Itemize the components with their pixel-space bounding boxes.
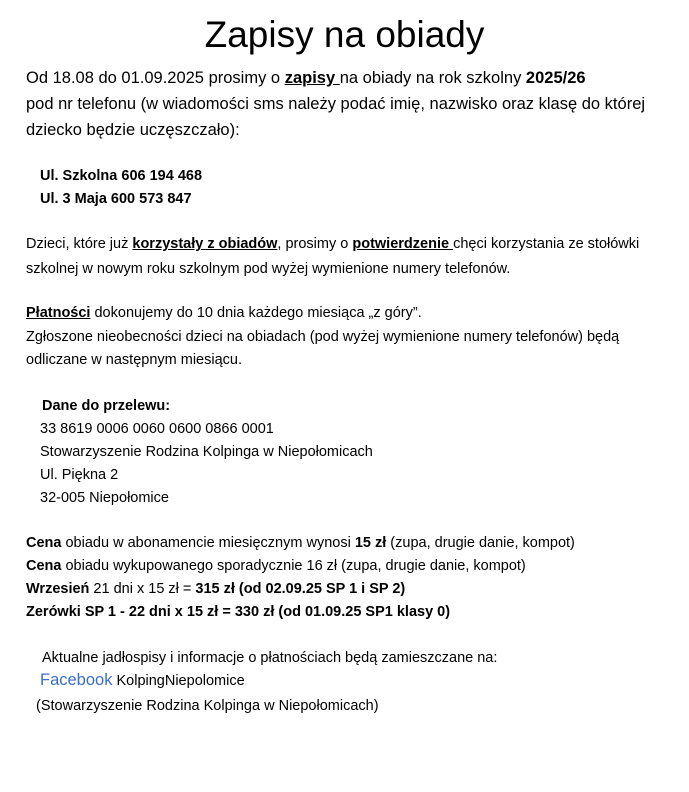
price-line-2: Cena obiadu wykupowanego sporadycznie 16 zł (zupa, drugie danie, kompot) xyxy=(26,558,526,574)
transfer-street: Ul. Piękna 2 xyxy=(40,467,119,483)
price-line-1: Cena obiadu w abonamencie miesięcznym wynosi 15 zł (zupa, drugie danie, kompot) xyxy=(26,535,575,551)
phone-szkolna: Ul. Szkolna 606 194 468 xyxy=(40,168,203,184)
payment-line-2: Zgłoszone nieobecności dzieci na obiadach (pod wyżej wymienione numery telefonów) będą xyxy=(26,329,620,345)
page-title: Zapisy na obiady xyxy=(204,14,485,55)
price-line-4: Zerówki SP 1 - 22 dni x 15 zł = 330 zł (od 01.09.25 SP1 klasy 0) xyxy=(26,604,451,620)
confirm-line-1: Dzieci, które już korzystały z obiadów, prosimy o potwierdzenie chęci korzystania ze stołówki xyxy=(26,236,640,252)
price-line-3: Wrzesień 21 dni x 15 zł = 315 zł (od 02.09.25 SP 1 i SP 2) xyxy=(26,581,406,597)
transfer-heading: Dane do przelewu: xyxy=(42,398,171,414)
facebook-link[interactable]: Facebook xyxy=(40,671,113,689)
transfer-recipient: Stowarzyszenie Rodzina Kolpinga w Niepołomicach xyxy=(40,444,373,460)
phone-3-maja: Ul. 3 Maja 600 573 847 xyxy=(40,191,192,207)
payment-line-3: odliczane w następnym miesiącu. xyxy=(26,352,242,368)
transfer-city: 32-005 Niepołomice xyxy=(40,490,169,506)
info-line-1: Aktualne jadłospisy i informacje o płatnościach będą zamieszczane na: xyxy=(42,650,498,666)
payment-line-1: Płatności dokonujemy do 10 dnia każdego miesiąca „z góry”. xyxy=(26,305,422,321)
intro-line-3: dziecko będzie uczęszczało): xyxy=(26,121,240,139)
transfer-account: 33 8619 0006 0060 0600 0866 0001 xyxy=(40,421,274,437)
intro-line-2: pod nr telefonu (w wiadomości sms należy podać imię, nazwisko oraz klasę do której xyxy=(26,95,646,113)
confirm-line-2: szkolnej w nowym roku szkolnym pod wyżej wymienione numery telefonów. xyxy=(26,261,511,277)
info-line-3: (Stowarzyszenie Rodzina Kolpinga w Niepołomicach) xyxy=(36,698,379,714)
info-facebook-line: Facebook KolpingNiepolomice xyxy=(40,671,245,689)
intro-line-1: Od 18.08 do 01.09.2025 prosimy o zapisy na obiady na rok szkolny 2025/26 xyxy=(26,69,586,87)
